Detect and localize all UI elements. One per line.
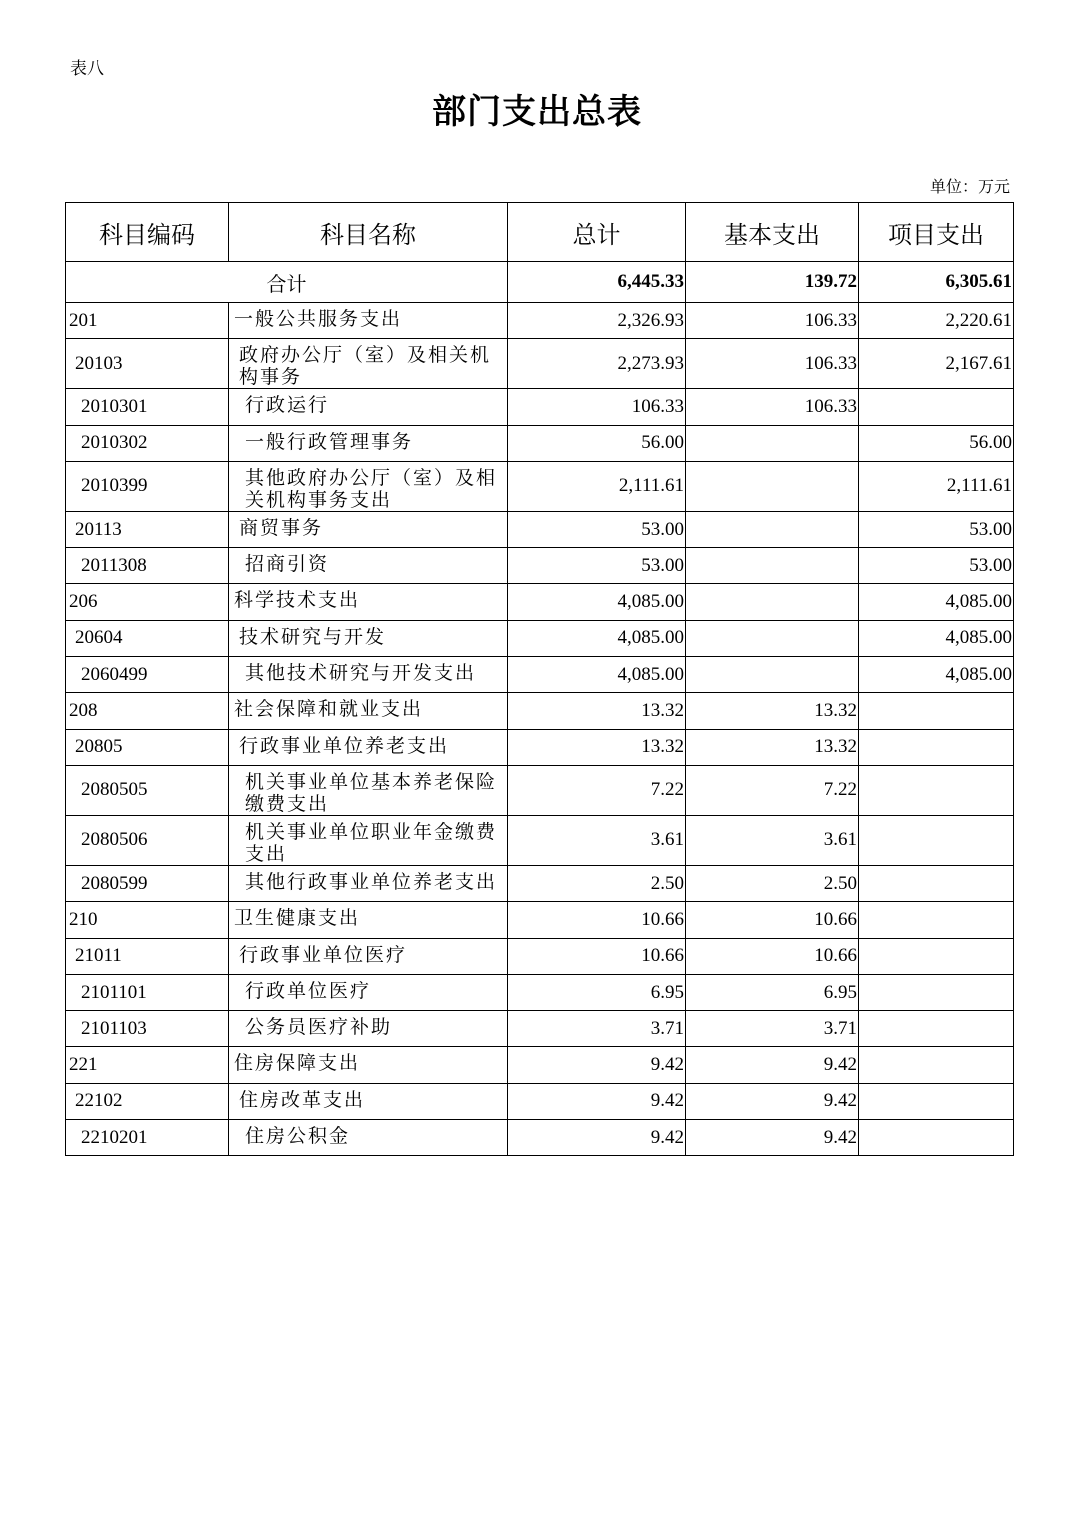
row-basic: 7.22 (686, 765, 859, 815)
row-project (859, 974, 1014, 1010)
row-name: 科学技术支出 (229, 584, 508, 620)
table-row (66, 461, 1014, 511)
row-total: 2,326.93 (508, 303, 686, 339)
row-project (859, 765, 1014, 815)
row-name: 卫生健康支出 (229, 902, 508, 938)
row-name: 招商引资 (229, 548, 508, 584)
row-basic: 6.95 (686, 974, 859, 1010)
row-total: 10.66 (508, 938, 686, 974)
row-total: 53.00 (508, 511, 686, 547)
row-code: 20805 (66, 729, 229, 765)
row-name: 商贸事务 (229, 511, 508, 547)
row-project (859, 1047, 1014, 1083)
row-code: 208 (66, 693, 229, 729)
row-code: 2080506 (66, 815, 229, 865)
row-project (859, 1120, 1014, 1156)
row-total: 4,085.00 (508, 657, 686, 693)
row-code: 2010399 (66, 461, 229, 511)
row-total: 2,273.93 (508, 339, 686, 389)
row-name: 一般行政管理事务 (229, 425, 508, 461)
row-name: 机关事业单位基本养老保险缴费支出 (229, 765, 508, 815)
row-total: 4,085.00 (508, 620, 686, 656)
row-name: 社会保障和就业支出 (229, 693, 508, 729)
row-basic: 106.33 (686, 303, 859, 339)
row-name: 行政单位医疗 (229, 974, 508, 1010)
row-project: 4,085.00 (859, 620, 1014, 656)
table-row (66, 425, 1014, 461)
row-code: 2210201 (66, 1120, 229, 1156)
row-total: 106.33 (508, 389, 686, 425)
column-header-code: 科目编码 (66, 203, 229, 262)
table-row (66, 1047, 1014, 1083)
row-name: 其他技术研究与开发支出 (229, 657, 508, 693)
table-row (66, 1083, 1014, 1119)
row-name: 其他行政事业单位养老支出 (229, 865, 508, 901)
page-title: 部门支出总表 (432, 94, 642, 131)
table-row (66, 303, 1014, 339)
row-project (859, 729, 1014, 765)
row-basic: 3.71 (686, 1011, 859, 1047)
row-code: 2101103 (66, 1011, 229, 1047)
row-code: 221 (66, 1047, 229, 1083)
row-basic: 9.42 (686, 1120, 859, 1156)
row-name: 公务员医疗补助 (229, 1011, 508, 1047)
table-row (66, 1011, 1014, 1047)
row-code: 2101101 (66, 974, 229, 1010)
row-name: 住房公积金 (229, 1120, 508, 1156)
row-code: 2011308 (66, 548, 229, 584)
row-total: 9.42 (508, 1083, 686, 1119)
row-code: 2010302 (66, 425, 229, 461)
row-project: 2,220.61 (859, 303, 1014, 339)
table-row (66, 548, 1014, 584)
row-total: 53.00 (508, 548, 686, 584)
row-basic: 13.32 (686, 729, 859, 765)
row-basic: 10.66 (686, 938, 859, 974)
table-row (66, 974, 1014, 1010)
row-total: 9.42 (508, 1120, 686, 1156)
row-total: 13.32 (508, 729, 686, 765)
row-total: 10.66 (508, 902, 686, 938)
table-row (66, 511, 1014, 547)
row-total: 4,085.00 (508, 584, 686, 620)
row-basic (686, 548, 859, 584)
row-basic: 10.66 (686, 902, 859, 938)
table-row (66, 815, 1014, 865)
row-total: 3.61 (508, 815, 686, 865)
row-name: 其他政府办公厅（室）及相关机构事务支出 (229, 461, 508, 511)
row-name: 技术研究与开发 (229, 620, 508, 656)
table-row (66, 902, 1014, 938)
row-basic (686, 620, 859, 656)
total-sum: 6,445.33 (508, 262, 686, 303)
table-row (66, 938, 1014, 974)
row-name: 一般公共服务支出 (229, 303, 508, 339)
header-row (66, 203, 1014, 262)
table-row (66, 657, 1014, 693)
row-code: 206 (66, 584, 229, 620)
row-project (859, 1011, 1014, 1047)
row-basic: 9.42 (686, 1083, 859, 1119)
row-project (859, 938, 1014, 974)
row-project (859, 865, 1014, 901)
row-code: 2060499 (66, 657, 229, 693)
row-name: 政府办公厅（室）及相关机构事务 (229, 339, 508, 389)
row-basic: 106.33 (686, 339, 859, 389)
row-basic (686, 425, 859, 461)
row-code: 20103 (66, 339, 229, 389)
table-tag: 表八 (70, 59, 104, 78)
column-header-total: 总计 (508, 203, 686, 262)
row-basic: 106.33 (686, 389, 859, 425)
total-project: 6,305.61 (859, 262, 1014, 303)
table-row (66, 620, 1014, 656)
row-total: 13.32 (508, 693, 686, 729)
row-basic (686, 584, 859, 620)
table-row (66, 729, 1014, 765)
table-row (66, 765, 1014, 815)
table-row (66, 339, 1014, 389)
total-row (66, 262, 1014, 303)
row-basic: 9.42 (686, 1047, 859, 1083)
row-name: 行政事业单位医疗 (229, 938, 508, 974)
table-row (66, 693, 1014, 729)
row-basic: 13.32 (686, 693, 859, 729)
column-header-name: 科目名称 (229, 203, 508, 262)
row-code: 20604 (66, 620, 229, 656)
row-name: 住房保障支出 (229, 1047, 508, 1083)
unit-label: 单位：万元 (929, 179, 1010, 196)
row-name: 机关事业单位职业年金缴费支出 (229, 815, 508, 865)
row-project (859, 902, 1014, 938)
row-basic (686, 657, 859, 693)
row-project (859, 693, 1014, 729)
row-project: 2,167.61 (859, 339, 1014, 389)
row-total: 3.71 (508, 1011, 686, 1047)
row-basic: 3.61 (686, 815, 859, 865)
column-header-basic: 基本支出 (686, 203, 859, 262)
row-code: 21011 (66, 938, 229, 974)
row-project: 53.00 (859, 548, 1014, 584)
row-project (859, 1083, 1014, 1119)
row-basic: 2.50 (686, 865, 859, 901)
row-project: 2,111.61 (859, 461, 1014, 511)
row-code: 22102 (66, 1083, 229, 1119)
row-project (859, 389, 1014, 425)
column-header-project: 项目支出 (859, 203, 1014, 262)
row-basic (686, 511, 859, 547)
row-total: 56.00 (508, 425, 686, 461)
row-code: 2080505 (66, 765, 229, 815)
total-basic: 139.72 (686, 262, 859, 303)
row-total: 2,111.61 (508, 461, 686, 511)
row-code: 201 (66, 303, 229, 339)
row-code: 210 (66, 902, 229, 938)
row-total: 7.22 (508, 765, 686, 815)
row-project (859, 815, 1014, 865)
table-row (66, 389, 1014, 425)
row-project: 4,085.00 (859, 584, 1014, 620)
row-basic (686, 461, 859, 511)
row-project: 4,085.00 (859, 657, 1014, 693)
row-total: 2.50 (508, 865, 686, 901)
row-total: 6.95 (508, 974, 686, 1010)
table-row (66, 1120, 1014, 1156)
row-name: 住房改革支出 (229, 1083, 508, 1119)
row-project: 56.00 (859, 425, 1014, 461)
expenditure-table (65, 202, 1014, 1156)
total-label: 合计 (66, 262, 508, 303)
row-project: 53.00 (859, 511, 1014, 547)
row-name: 行政事业单位养老支出 (229, 729, 508, 765)
table-row (66, 584, 1014, 620)
row-code: 20113 (66, 511, 229, 547)
row-code: 2080599 (66, 865, 229, 901)
row-code: 2010301 (66, 389, 229, 425)
table-row (66, 865, 1014, 901)
row-name: 行政运行 (229, 389, 508, 425)
row-total: 9.42 (508, 1047, 686, 1083)
